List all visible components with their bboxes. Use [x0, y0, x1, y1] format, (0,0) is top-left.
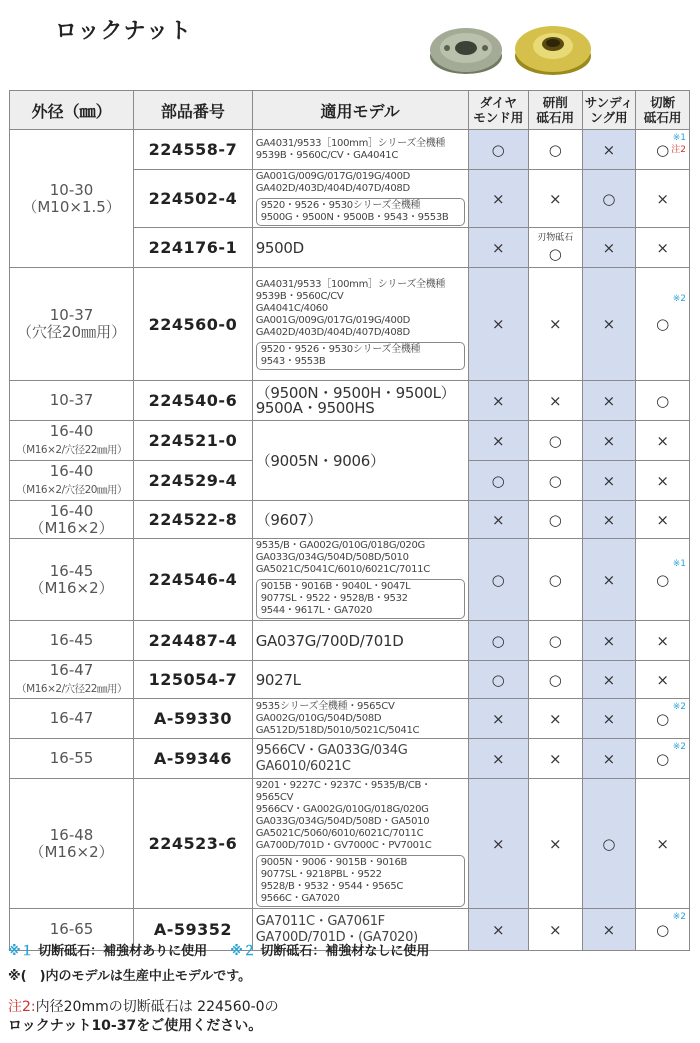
model-line: 9543・9553B: [260, 355, 326, 367]
outer-diameter-sub: （穴径20㎜用）: [17, 323, 127, 341]
mark-grinding: ○: [528, 501, 582, 539]
outer-diameter: 16-40: [49, 461, 94, 480]
footnote-1-mark: ※１: [8, 944, 34, 959]
mark-diamond: ×: [468, 909, 528, 951]
part-number: 224502-4: [134, 170, 253, 228]
mark-grinding: ○: [528, 130, 582, 170]
mark-sanding: ×: [582, 501, 636, 539]
outer-diameter-cell: [10, 268, 134, 381]
lock-nut-spec-table: [9, 90, 690, 951]
mark-diamond: ○: [468, 621, 528, 661]
mark-cutting: ×: [636, 779, 690, 909]
outer-diameter-sub: （M16×2）: [29, 842, 114, 861]
model-line: GA002G/010G/504D/508D: [255, 712, 382, 724]
part-number: 224540-6: [134, 381, 253, 421]
model-cell: [252, 130, 468, 170]
mark-symbol: ○: [656, 749, 670, 768]
mark-cutting: ×: [636, 228, 690, 268]
mark-grinding: ×: [528, 381, 582, 421]
footnote-1-2: [8, 940, 429, 959]
outer-diameter: 16-45: [49, 561, 94, 580]
mark-sanding: ×: [582, 621, 636, 661]
outer-diameter: 16-45: [10, 621, 134, 661]
mark-diamond: ×: [468, 170, 528, 228]
model-cell: GA037G/700D/701D: [252, 621, 468, 661]
outer-diameter-cell: [10, 539, 134, 621]
outer-diameter: 16-47: [10, 699, 134, 739]
lock-nut-gray-image: [428, 24, 504, 76]
mark-sanding: ○: [582, 170, 636, 228]
model-line: GA033G/034G/504D/508D/5010: [255, 552, 409, 563]
outer-diameter-cell: [10, 661, 134, 699]
mark-sanding: ○: [582, 779, 636, 909]
mark-cutting: [636, 268, 690, 381]
model-line: 9500G・9500N・9500B・9543・9553B: [260, 212, 449, 223]
mark-symbol: ○: [656, 709, 670, 728]
mark-sanding: ×: [582, 909, 636, 951]
header-diamond: [468, 91, 528, 130]
table-row: [10, 501, 690, 539]
mark-grinding: ○: [528, 661, 582, 699]
mark-grinding: ○: [528, 461, 582, 501]
table-row: [10, 539, 690, 621]
outer-diameter: 16-55: [10, 739, 134, 779]
part-number: 224523-6: [134, 779, 253, 909]
outer-diameter: 10-37: [49, 306, 94, 324]
footnote-2-mark: ※２: [230, 944, 256, 959]
mark-sanding: ×: [582, 130, 636, 170]
model-line: 9539B・9560C/CV・GA4041C: [255, 149, 399, 161]
mark-diamond: ×: [468, 501, 528, 539]
note-chu2-marker: 注2: [671, 145, 686, 155]
mark-symbol: ○: [656, 570, 670, 589]
part-number: 224176-1: [134, 228, 253, 268]
mark-cutting: [636, 539, 690, 621]
table-row: [10, 699, 690, 739]
part-number: 224546-4: [134, 539, 253, 621]
mark-sanding: ×: [582, 228, 636, 268]
model-cell: （9607）: [252, 501, 468, 539]
mark-diamond: ○: [468, 130, 528, 170]
mark-cutting: ×: [636, 170, 690, 228]
model-line: GA5021C/5041C/6010/6021C/7011C: [255, 564, 430, 575]
model-line: GA700D/701D・(GA7020): [255, 929, 418, 945]
mark-grinding: ×: [528, 699, 582, 739]
model-line: GA4031/9533［100mm］シリーズ全機種: [255, 278, 446, 290]
footnote-1-text: 切断砥石：補強材ありに使用: [38, 944, 208, 959]
header-sanding-line2: ング用: [590, 110, 628, 125]
outer-diameter-cell: [10, 130, 134, 268]
mark-sanding: ×: [582, 539, 636, 621]
model-line: GA6010/6021C: [255, 758, 351, 774]
mark-diamond: ×: [468, 699, 528, 739]
outer-diameter-sub: （M16×2/穴径22㎜用）: [16, 443, 127, 456]
model-cell: （9005N・9006）: [252, 421, 468, 501]
part-number: 224487-4: [134, 621, 253, 661]
model-line: GA402D/403D/404D/407D/408D: [255, 326, 410, 338]
mark-cutting: [636, 739, 690, 779]
mark-grinding: ×: [528, 739, 582, 779]
outer-diameter-cell: [10, 461, 134, 501]
mark-diamond: ×: [468, 228, 528, 268]
outer-diameter-sub: （M16×2）: [29, 578, 114, 597]
header-diamond-line2: モンド用: [473, 110, 524, 125]
part-number: 224560-0: [134, 268, 253, 381]
mark-cutting: [636, 909, 690, 951]
header-part-number: 部品番号: [134, 91, 253, 130]
outer-diameter-cell: [10, 501, 134, 539]
part-number: 224529-4: [134, 461, 253, 501]
model-line: GA5021C/5060/6010/6021C/7011C: [255, 828, 424, 839]
header-grinding-line1: 研削: [542, 95, 568, 110]
outer-diameter: 16-65: [10, 909, 134, 951]
table-row: [10, 779, 690, 909]
model-line: GA512D/518D/5010/5021C/5041C: [255, 724, 420, 736]
mark-diamond: ○: [468, 539, 528, 621]
header-grinding-line2: 砥石用: [536, 110, 575, 125]
mark-cutting: ○: [636, 381, 690, 421]
mark-sanding: ×: [582, 381, 636, 421]
table-row: [10, 130, 690, 170]
note-2-marker: ※2: [672, 742, 686, 752]
header-cutting-line2: 砥石用: [643, 110, 682, 125]
header-outer-diameter: 外径（㎜）: [10, 91, 134, 130]
model-line: GA4041C/4060: [255, 302, 328, 314]
part-number: A-59330: [134, 699, 253, 739]
model-line: 9539B・9560C/CV: [255, 290, 344, 302]
mark-symbol: ○: [656, 315, 670, 333]
model-cell: 9027L: [252, 661, 468, 699]
outer-diameter: 16-40: [49, 421, 94, 440]
mark-diamond: ○: [468, 661, 528, 699]
model-cell: [252, 539, 468, 621]
mark-cutting: ×: [636, 461, 690, 501]
model-cell: [252, 779, 468, 909]
model-line: 9566C・GA7020: [260, 893, 340, 904]
note-2-marker: ※2: [672, 912, 686, 922]
model-line: 9528/B・9532・9544・9565C: [260, 881, 404, 892]
mark-diamond: ×: [468, 381, 528, 421]
mark-grinding: ×: [528, 909, 582, 951]
model-line: GA033G/034G/504D/508D・GA5010: [255, 816, 430, 827]
outer-diameter-sub: （M10×1.5）: [22, 197, 121, 216]
outer-diameter: 16-48: [49, 825, 94, 844]
discontinued-models: [256, 855, 465, 907]
mark-diamond: ○: [468, 461, 528, 501]
mark-diamond: ×: [468, 779, 528, 909]
model-line: （9500N・9500H・9500L）: [255, 384, 456, 402]
model-cell: [252, 170, 468, 228]
outer-diameter: 10-30: [49, 180, 94, 199]
mark-grinding: ○: [528, 621, 582, 661]
model-line: 9566CV・GA033G/034G: [255, 742, 408, 758]
part-number: A-59352: [134, 909, 253, 951]
model-cell: [252, 739, 468, 779]
model-line: 9535/B・GA002G/010G/018G/020G: [255, 540, 426, 551]
table-row: [10, 381, 690, 421]
table-row: [10, 421, 690, 461]
model-line: 9520・9526・9530シリーズ全機種: [260, 200, 421, 211]
mark-sanding: ×: [582, 699, 636, 739]
table-header-row: [10, 91, 690, 130]
page-title: ロックナット: [55, 19, 193, 44]
header-grinding: [528, 91, 582, 130]
model-cell: 9500D: [252, 228, 468, 268]
header-applicable-models: 適用モデル: [252, 91, 468, 130]
outer-diameter-cell: [10, 779, 134, 909]
mark-symbol: ○: [656, 920, 670, 939]
header-diamond-line1: ダイヤ: [479, 95, 517, 110]
header-cutting: [636, 91, 690, 130]
footnote-2-text: 切断砥石：補強材なしに使用: [260, 944, 430, 959]
model-cell: [252, 699, 468, 739]
discontinued-models: [256, 579, 465, 619]
model-line: 9005N・9006・9015B・9016B: [260, 857, 408, 868]
outer-diameter: 16-40: [49, 501, 94, 520]
lock-nut-gold-image: [513, 22, 593, 78]
model-line: 9201・9227C・9237C・9535/B/CB・9565CV: [255, 780, 431, 803]
mark-symbol: ○: [548, 244, 562, 263]
part-number: 224558-7: [134, 130, 253, 170]
mark-grinding: ×: [528, 170, 582, 228]
table-row: [10, 268, 690, 381]
footnote-chu2-text: 内径20mmの切断砥石は 224560-0の: [35, 999, 279, 1015]
mark-sanding: ×: [582, 739, 636, 779]
mark-sanding: ×: [582, 461, 636, 501]
table-row: [10, 739, 690, 779]
mark-grinding: ○: [528, 539, 582, 621]
part-number: 224522-8: [134, 501, 253, 539]
header-sanding: [582, 91, 636, 130]
discontinued-models: [256, 198, 465, 226]
outer-diameter-sub: （M16×2/穴径20㎜用）: [16, 483, 127, 496]
blade-whetstone-note: 刃物砥石: [537, 232, 574, 243]
header-sanding-line1: サンディ: [584, 95, 634, 110]
table-row: [10, 621, 690, 661]
note-1-marker: ※1: [672, 133, 686, 143]
mark-cutting: ×: [636, 421, 690, 461]
mark-grinding: ×: [528, 779, 582, 909]
model-line: 9077SL・9218PBL・9522: [260, 869, 382, 880]
header-cutting-line1: 切断: [650, 95, 676, 110]
model-line: 9500A・9500HS: [255, 399, 375, 417]
outer-diameter: 16-47: [49, 660, 94, 679]
part-number: 125054-7: [134, 661, 253, 699]
mark-cutting: [636, 699, 690, 739]
footnote-discontinued: ※( )内のモデルは生産中止モデルです。: [8, 969, 252, 984]
mark-cutting: ×: [636, 661, 690, 699]
model-line: GA001G/009G/017G/019G/400D: [255, 314, 411, 326]
mark-cutting: [636, 130, 690, 170]
mark-grinding: ○: [528, 421, 582, 461]
model-line: 9566CV・GA002G/010G/018G/020G: [255, 804, 429, 815]
model-line: GA402D/403D/404D/407D/408D: [255, 183, 410, 194]
model-line: GA001G/009G/017G/019G/400D: [255, 171, 411, 182]
model-cell: [252, 381, 468, 421]
part-number: 224521-0: [134, 421, 253, 461]
model-line: 9544・9617L・GA7020: [260, 605, 373, 616]
footnote-chu2-line2: ロックナット10-37をご使用ください。: [8, 1018, 263, 1034]
footnote-chu2: [8, 996, 279, 1016]
model-line: GA700D/701D・GV7000C・PV7001C: [255, 840, 432, 851]
outer-diameter-cell: [10, 421, 134, 461]
footnote-chu2-label: 注2:: [8, 999, 36, 1015]
model-line: 9535シリーズ全機種・9565CV: [255, 700, 395, 712]
note-2-marker: ※2: [672, 294, 686, 304]
outer-diameter-sub: （M16×2/穴径22㎜用）: [16, 682, 127, 695]
model-line: GA4031/9533［100mm］シリーズ全機種: [255, 137, 446, 149]
mark-sanding: ×: [582, 421, 636, 461]
mark-diamond: ×: [468, 268, 528, 381]
mark-grinding: ×: [528, 268, 582, 381]
outer-diameter-sub: （M16×2）: [29, 518, 114, 537]
mark-cutting: ×: [636, 621, 690, 661]
model-line: 9077SL・9522・9528/B・9532: [260, 593, 408, 604]
mark-diamond: ×: [468, 421, 528, 461]
note-1-marker: ※1: [672, 559, 686, 569]
part-number: A-59346: [134, 739, 253, 779]
discontinued-models: [256, 342, 465, 370]
model-line: 9015B・9016B・9040L・9047L: [260, 581, 411, 592]
mark-sanding: ×: [582, 268, 636, 381]
model-line: GA7011C・GA7061F: [255, 913, 385, 929]
model-line: 9520・9526・9530シリーズ全機種: [260, 343, 421, 355]
note-2-marker: ※2: [672, 702, 686, 712]
mark-diamond: ×: [468, 739, 528, 779]
outer-diameter: 10-37: [10, 381, 134, 421]
table-row: [10, 661, 690, 699]
mark-symbol: ○: [656, 140, 670, 159]
mark-sanding: ×: [582, 661, 636, 699]
model-cell: [252, 268, 468, 381]
mark-cutting: ×: [636, 501, 690, 539]
mark-grinding: [528, 228, 582, 268]
